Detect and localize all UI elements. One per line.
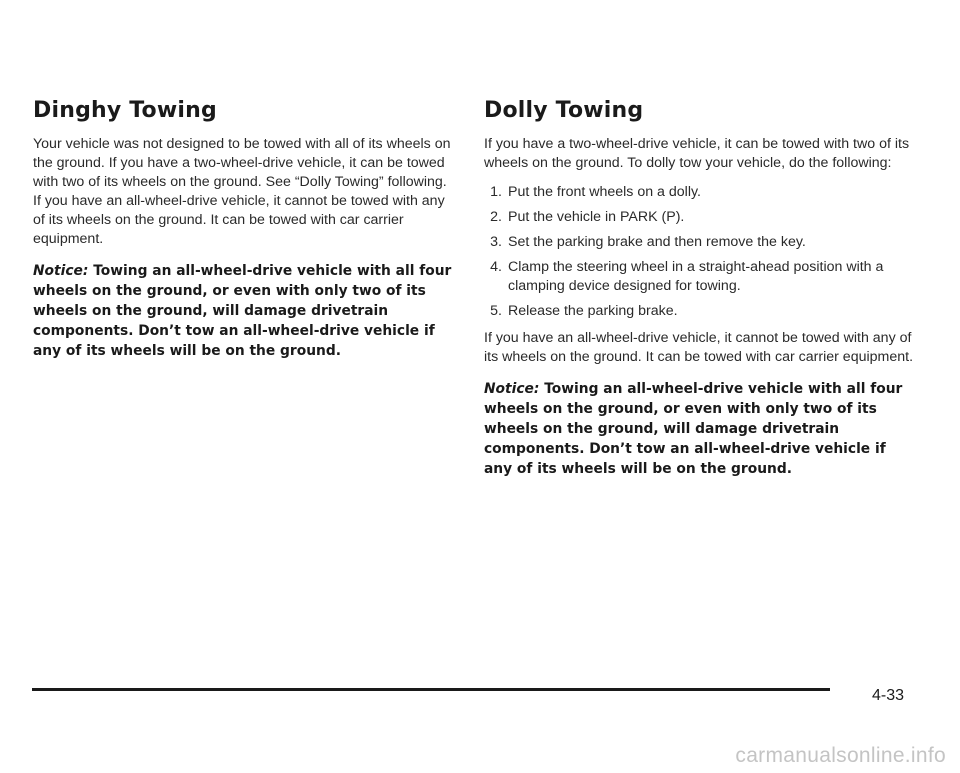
dolly-towing-intro: If you have a two-wheel-drive vehicle, it can be towed with two of its wheels on the ground. To dolly tow your vehicle, do the following: [484, 136, 910, 171]
dinghy-towing-paragraph: Your vehicle was not designed to be towed with all of its wheels on the ground. If you have a two-wheel-drive vehicle, it can be towed with two of its wheels on the ground. See “Dolly Towing” following. If you have an all-wheel-drive vehicle, it cannot be towed with any of its wheels on the ground. It can be towed with car carrier equipment. [33, 136, 451, 247]
step-number: 1. [490, 184, 502, 200]
list-item [484, 183, 914, 202]
list-item [484, 302, 914, 321]
notice-text: Towing an all-wheel-drive vehicle with all four wheels on the ground, or even with only two of its wheels on the ground, will damage drivetrain components. Don’t tow an all-wheel-drive vehicle if any of its wheels will be on the ground. [484, 381, 903, 477]
step-text: Put the vehicle in PARK (P). [508, 209, 685, 225]
dolly-notice [484, 379, 914, 479]
step-text: Clamp the steering wheel in a straight-ahead position with a clamping device designed for towing. [508, 259, 884, 294]
step-text: Set the parking brake and then remove the key. [508, 234, 806, 250]
list-item [484, 258, 914, 296]
dinghy-towing-title: Dinghy Towing [33, 98, 217, 123]
notice-label: Notice: [33, 263, 89, 279]
dolly-steps-list [484, 183, 914, 321]
watermark: carmanualsonline.info [735, 744, 946, 767]
dinghy-notice [33, 261, 458, 361]
dolly-towing-paragraph: If you have an all-wheel-drive vehicle, it cannot be towed with any of its wheels on the ground. It can be towed with car carrier equipment. [484, 330, 914, 365]
step-number: 5. [490, 303, 502, 319]
notice-text: Towing an all-wheel-drive vehicle with all four wheels on the ground, or even with only two of its wheels on the ground, will damage drivetrain components. Don’t tow an all-wheel-drive vehicle if any of its wheels will be on the ground. [33, 263, 452, 359]
step-number: 4. [490, 259, 502, 275]
dinghy-towing-section [33, 98, 458, 371]
notice-label: Notice: [484, 381, 540, 397]
step-text: Release the parking brake. [508, 303, 678, 319]
step-number: 2. [490, 209, 502, 225]
dolly-towing-section [484, 98, 914, 489]
step-text: Put the front wheels on a dolly. [508, 184, 701, 200]
step-number: 3. [490, 234, 502, 250]
footer-rule [32, 688, 830, 691]
list-item [484, 233, 914, 252]
page-number: 4-33 [872, 687, 905, 704]
dolly-towing-title: Dolly Towing [484, 98, 644, 123]
list-item [484, 208, 914, 227]
